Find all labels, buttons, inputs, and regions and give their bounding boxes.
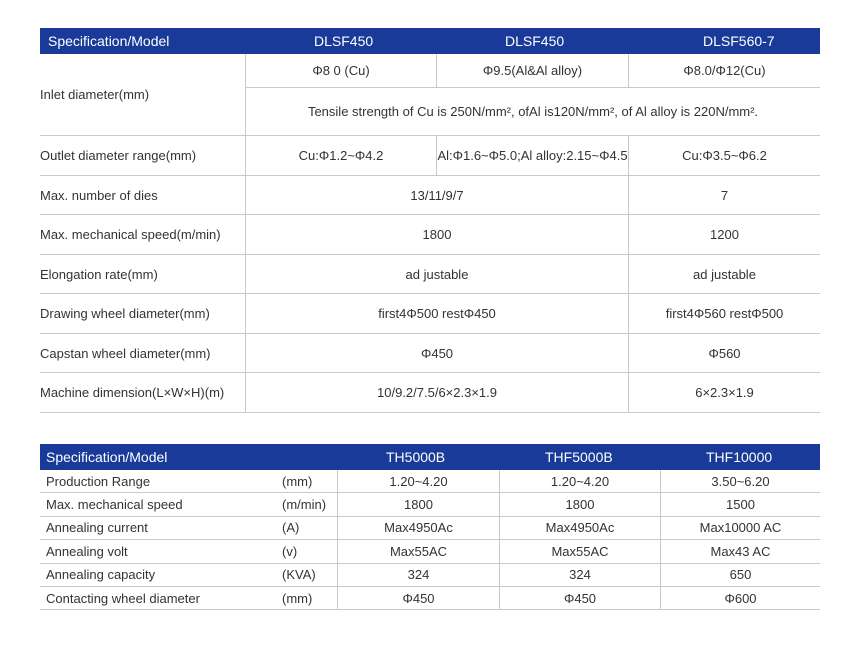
value-th5000b: Max4950Ac bbox=[337, 517, 499, 539]
row-label: Outlet diameter range(mm) bbox=[40, 148, 197, 163]
header-spec-model: Specification/Model bbox=[48, 33, 170, 49]
table-row bbox=[40, 564, 820, 587]
row-label: Drawing wheel diameter(mm) bbox=[40, 306, 210, 321]
header-model-1: TH5000B bbox=[386, 449, 446, 465]
header-spec-model: Specification/Model bbox=[46, 449, 168, 465]
row-label: Machine dimension(L×W×H)(m) bbox=[40, 385, 225, 400]
table-row bbox=[40, 493, 820, 516]
inlet-value: Φ8.0/Φ12(Cu) bbox=[628, 54, 820, 87]
value-th5000b: 1.20~4.20 bbox=[337, 470, 499, 492]
row-unit: (A) bbox=[282, 520, 300, 536]
table-row bbox=[40, 517, 820, 540]
row-label: Annealing capacity bbox=[46, 567, 156, 583]
value-dlsf560: first4Φ560 restΦ500 bbox=[628, 294, 820, 333]
row-unit: (m/min) bbox=[282, 497, 327, 513]
value-thf10000: Max43 AC bbox=[660, 540, 820, 562]
value-dlsf450: first4Φ500 restΦ450 bbox=[245, 294, 628, 333]
row-label: Max. mechanical speed(m/min) bbox=[40, 227, 221, 242]
value-thf5000b: 1.20~4.20 bbox=[499, 470, 660, 492]
tensile-note: Tensile strength of Cu is 250N/mm², ofAl is120N/mm², of Al alloy is 220N/mm². bbox=[245, 88, 820, 135]
row-label: Max. mechanical speed bbox=[46, 497, 183, 513]
outlet-value: Al:Φ1.6~Φ5.0;Al alloy:2.15~Φ4.5 bbox=[436, 136, 628, 175]
value-thf5000b: 324 bbox=[499, 564, 660, 586]
value-th5000b: 1800 bbox=[337, 493, 499, 515]
row-label: Elongation rate(mm) bbox=[40, 266, 158, 282]
table-row-inlet bbox=[40, 54, 820, 136]
value-dlsf560: 7 bbox=[628, 176, 820, 214]
spec-table-dlsf bbox=[40, 28, 820, 413]
table-row bbox=[40, 215, 820, 255]
row-unit: (KVA) bbox=[282, 567, 316, 583]
value-thf5000b: Max4950Ac bbox=[499, 517, 660, 539]
table-row bbox=[40, 373, 820, 413]
table-row bbox=[40, 294, 820, 334]
table-row bbox=[40, 540, 820, 563]
header-model-1: DLSF450 bbox=[314, 33, 374, 49]
value-dlsf560: Φ560 bbox=[628, 334, 820, 372]
value-th5000b: Max55AC bbox=[337, 540, 499, 562]
value-dlsf560: 1200 bbox=[628, 215, 820, 254]
table-row bbox=[40, 255, 820, 294]
value-thf10000: Max10000 AC bbox=[660, 517, 820, 539]
value-thf10000: 650 bbox=[660, 564, 820, 586]
row-unit: (mm) bbox=[282, 473, 313, 489]
row-label: Contacting wheel diameter bbox=[46, 590, 200, 606]
row-label: Annealing volt bbox=[46, 543, 128, 559]
row-label: Annealing current bbox=[46, 520, 148, 536]
inlet-values-row bbox=[245, 54, 820, 88]
outlet-value: Cu:Φ1.2~Φ4.2 bbox=[245, 136, 436, 175]
value-thf10000: 1500 bbox=[660, 493, 820, 515]
value-th5000b: 324 bbox=[337, 564, 499, 586]
value-thf10000: Φ600 bbox=[660, 587, 820, 609]
table-header bbox=[40, 28, 820, 54]
row-unit: (v) bbox=[282, 543, 298, 559]
row-label: Max. number of dies bbox=[40, 187, 158, 203]
value-th5000b: Φ450 bbox=[337, 587, 499, 609]
table-row-outlet bbox=[40, 136, 820, 176]
row-label: Production Range bbox=[46, 473, 151, 489]
header-model-3: DLSF560-7 bbox=[703, 33, 775, 49]
value-dlsf560: ad justable bbox=[628, 255, 820, 293]
table-row bbox=[40, 470, 820, 493]
value-thf5000b: Φ450 bbox=[499, 587, 660, 609]
table-row bbox=[40, 334, 820, 373]
value-dlsf450: 10/9.2/7.5/6×2.3×1.9 bbox=[245, 373, 628, 412]
table-row bbox=[40, 587, 820, 610]
inlet-value: Φ8 0 (Cu) bbox=[245, 54, 436, 87]
value-thf5000b: 1800 bbox=[499, 493, 660, 515]
value-dlsf450: ad justable bbox=[245, 255, 628, 293]
header-model-2: DLSF450 bbox=[505, 33, 565, 49]
value-thf10000: 3.50~6.20 bbox=[660, 470, 820, 492]
row-label: Capstan wheel diameter(mm) bbox=[40, 345, 211, 361]
value-dlsf450: 1800 bbox=[245, 215, 628, 254]
row-label: Inlet diameter(mm) bbox=[40, 87, 150, 102]
row-unit: (mm) bbox=[282, 590, 313, 606]
spec-table-annealer bbox=[40, 444, 820, 610]
header-model-3: THF10000 bbox=[706, 449, 773, 465]
outlet-value: Cu:Φ3.5~Φ6.2 bbox=[628, 136, 820, 175]
header-model-2: THF5000B bbox=[545, 449, 613, 465]
value-dlsf560: 6×2.3×1.9 bbox=[628, 373, 820, 412]
table-header bbox=[40, 444, 820, 470]
table-row bbox=[40, 176, 820, 215]
value-thf5000b: Max55AC bbox=[499, 540, 660, 562]
inlet-value: Φ9.5(Al&Al alloy) bbox=[436, 54, 628, 87]
value-dlsf450: Φ450 bbox=[245, 334, 628, 372]
value-dlsf450: 13/11/9/7 bbox=[245, 176, 628, 214]
